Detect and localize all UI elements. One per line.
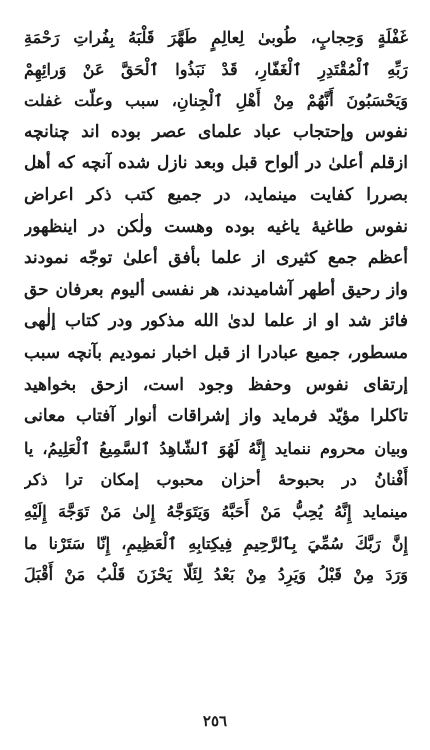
text-line-11: مسطور، جميع عبادرا از قبل اخبار نموديم بآنچه سبب: [24, 342, 408, 363]
text-line-2: رَبِّهِ ٱلْمُقْتَدِرِ ٱلْغَفّارِ، قَدْ نَبَذُوا ٱلْحَقَّ عَنْ وَرائِهِمْ: [24, 59, 408, 79]
text-line-7: نفوس طاغيۀ ياغيه بوده وهست ولٰكن در اينظهور: [24, 216, 408, 237]
text-line-16: مينمايد إِنَّهُ يُحِبُّ مَنْ أَحَبَّهُ وَيَتَوَجَّهُ إِلىٰ مَنْ تَوَجَّهَ إِلَيْهِ: [24, 501, 408, 521]
text-line-17: إِنَّ رَبَّكَ سُمِّيَ بِٱلرَّحِيمِ فِيكِتابِهِ ٱلْعَظِيمِ، إِنّا سَتَرْنا ما: [24, 533, 408, 553]
text-line-18: وَرَدَ مِنْ قَبْلُ وَيَرِدُ مِنْ بَعْدُ لِئَلّا يَحْزَنَ قَلْبُ مَنْ أَقْبَلَ: [24, 565, 408, 585]
text-line-5: ازقلم أعلىٰ در ألواح قبل وبعد نازل شده آنچه كه أهل: [24, 153, 408, 174]
text-line-10: فائز شد او از علما لدىٰ الله مذكور ودر كتاب إلٰهى: [24, 311, 408, 332]
text-line-6: بصررا كفايت مينمايد، در جميع كتب ذكر اعراض: [24, 184, 408, 205]
body-text: [24, 22, 408, 591]
text-line-15: أَفْنانُ در بحبوحۀ أحزان محبوب إمكان ترا ذكر: [24, 470, 408, 490]
text-line-4: نفوس وإحتجاب عباد علماى عصر بوده اند چنانچه: [24, 121, 408, 142]
text-line-12: إرتقاى نفوس وحفظ وجود است، ازحق بخواهيد: [24, 374, 408, 395]
page-number: ٢٥٦: [202, 712, 228, 730]
text-line-3: وَيَحْسَبُونَ أَنَّهُمْ مِنْ أَهْلِ ٱلْجِنانِ، سبب وعلّت غفلت: [24, 91, 408, 111]
text-line-9: واز رحيق أطهر آشاميدند، هر نفسى أليوم بعرفان حق: [24, 279, 408, 300]
text-line-8: أعظم جمع كثيرى از علما بأفق أعلىٰ توجّه نمودند: [24, 248, 408, 269]
text-line-14: وبيان محروم ننمايد إِنَّهُ لَهُوَ ٱلشّاهِدُ ٱلسَّمِيعُ ٱلْعَلِيمُ، يا: [24, 438, 408, 458]
text-line-13: تاكلرا مؤيّد فرمايد واز إشراقات أنوار آفتاب معانى: [24, 406, 408, 427]
text-line-1: غَفْلَةٍ وَحِجابٍ، طُوبىٰ لِعالِمٍ طَهَّرَ قَلْبَهُ بِفُراتِ رَحْمَةِ: [24, 28, 408, 47]
